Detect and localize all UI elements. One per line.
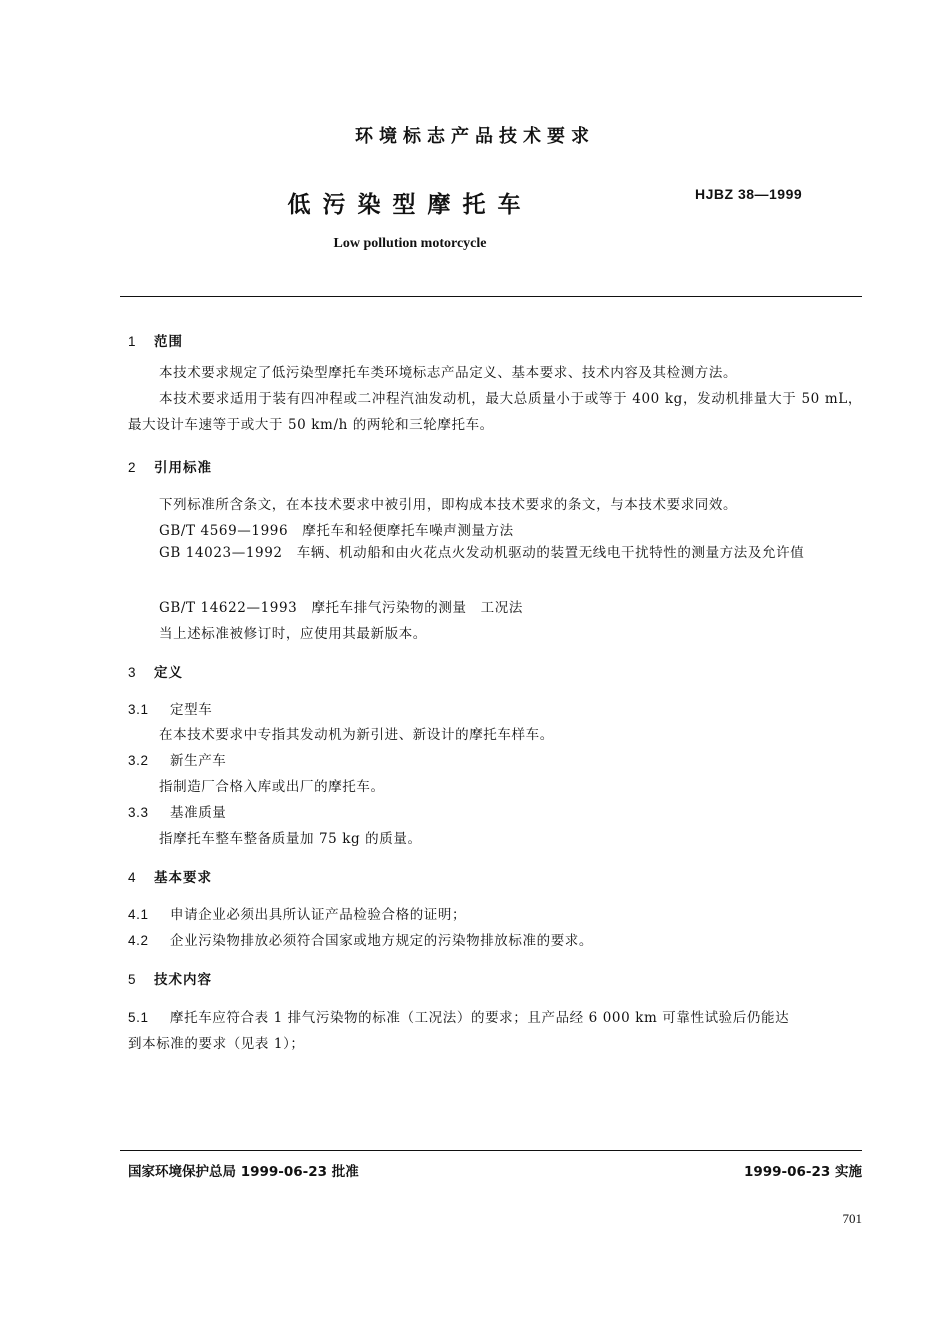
technical-text-continued: 到本标准的要求（见表 1）； <box>128 1036 305 1052</box>
section-1-para-2: 本技术要求适用于装有四冲程或二冲程汽油发动机，最大总质量小于或等于 400 kg，发动机排量大于 50 mL，最大设计车速等于或大于 50 km/h 的两轮和三轮摩托车。 <box>128 391 862 433</box>
series-title: 环境标志产品技术要求 <box>355 126 595 147</box>
requirement-text: 企业污染物排放必须符合国家或地方规定的污染物排放标准的要求。 <box>170 933 593 949</box>
section-1-heading <box>128 330 183 350</box>
requirement-item <box>128 903 466 923</box>
section-title: 引用标准 <box>154 460 212 476</box>
clause-number: 4.1 <box>128 907 149 922</box>
section-number: 5 <box>128 972 137 987</box>
section-3-heading <box>128 661 183 681</box>
requirement-item <box>128 929 593 949</box>
term-name: 基准质量 <box>170 805 227 821</box>
section-title: 范围 <box>154 334 183 350</box>
section-number: 3 <box>128 665 137 680</box>
requirement-text: 申请企业必须出具所认证产品检验合格的证明； <box>170 907 467 923</box>
header-rule <box>120 296 862 297</box>
section-number: 1 <box>128 334 137 349</box>
section-title: 定义 <box>154 665 183 681</box>
section-1-para-1: 本技术要求规定了低污染型摩托车类环境标志产品定义、基本要求、技术内容及其检测方法。 <box>159 365 738 381</box>
english-title: Low pollution motorcycle <box>333 236 487 251</box>
standard-code: HJBZ 38—1999 <box>695 186 803 202</box>
section-5-heading <box>128 968 212 988</box>
term-name: 定型车 <box>170 702 213 718</box>
section-number: 4 <box>128 870 137 885</box>
page-number: 701 <box>842 1211 862 1226</box>
section-2-intro: 下列标准所含条文，在本技术要求中被引用，即构成本技术要求的条文，与本技术要求同效。 <box>159 497 738 513</box>
technical-text: 摩托车应符合表 1 排气污染物的标准（工况法）的要求；且产品经 6 000 km 可靠性试验后仍能达 <box>170 1010 790 1026</box>
section-title: 基本要求 <box>154 870 212 886</box>
technical-item <box>128 1006 789 1026</box>
clause-number: 3.2 <box>128 753 149 768</box>
definition-term <box>128 749 226 769</box>
section-title: 技术内容 <box>154 972 212 988</box>
definition-text: 指摩托车整车整备质量加 75 kg 的质量。 <box>159 831 422 847</box>
reference-item: GB 14023—1992 车辆、机动船和由火花点火发动机驱动的装置无线电干扰特性的测量方法及允许值 <box>159 545 805 561</box>
term-name: 新生产车 <box>170 753 227 769</box>
definition-text: 指制造厂合格入库或出厂的摩托车。 <box>159 779 385 795</box>
section-number: 2 <box>128 460 137 475</box>
section-4-heading <box>128 866 212 886</box>
definition-term <box>128 801 226 821</box>
effective-date: 1999-06-23 实施 <box>743 1164 862 1180</box>
clause-number: 5.1 <box>128 1010 149 1025</box>
clause-number: 3.1 <box>128 702 149 717</box>
section-2-note: 当上述标准被修订时，应使用其最新版本。 <box>159 626 427 642</box>
clause-number: 3.3 <box>128 805 149 820</box>
section-2-heading <box>128 456 212 476</box>
definition-text: 在本技术要求中专指其发动机为新引进、新设计的摩托车样车。 <box>159 727 554 743</box>
document-title: 低污染型摩托车 <box>287 192 533 218</box>
reference-item: GB/T 14622—1993 摩托车排气污染物的测量 工况法 <box>159 600 523 616</box>
definition-term <box>128 698 212 718</box>
clause-number: 4.2 <box>128 933 149 948</box>
reference-item: GB/T 4569—1996 摩托车和轻便摩托车噪声测量方法 <box>159 523 514 539</box>
footer-rule <box>120 1150 862 1151</box>
approval-info: 国家环境保护总局 1999-06-23 批准 <box>128 1164 359 1180</box>
